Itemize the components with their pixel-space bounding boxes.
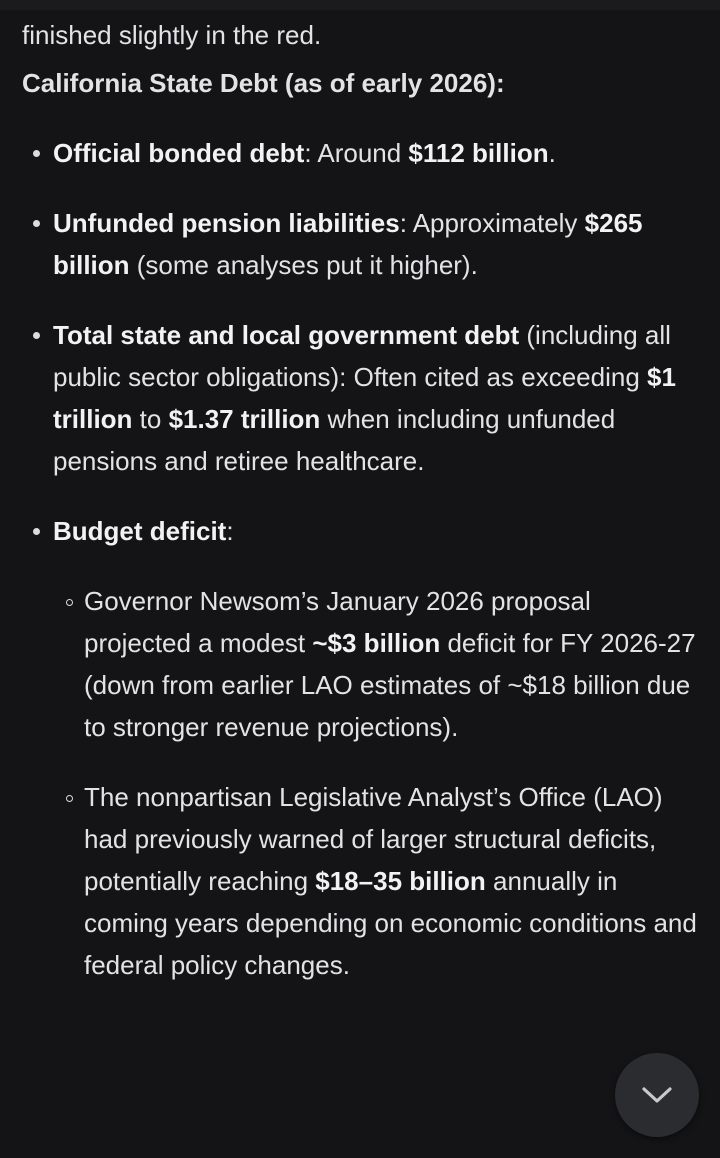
top-strip: [0, 0, 720, 10]
item-text: : Approximately: [399, 208, 585, 238]
item-text: (some analyses put it higher).: [129, 250, 478, 280]
sub-item-lao-warning: [53, 776, 698, 986]
list-item-pension-liabilities: [22, 202, 698, 286]
item-text: (including all public sector obligations): Often cited as exceeding: [53, 320, 671, 392]
sub-item-text: deficit for FY 2026-27 (down from earlier LAO estimates of ~$18 billion due to stronger revenue projections).: [84, 628, 696, 742]
item-text: .: [548, 138, 556, 168]
item-text: :: [226, 516, 234, 546]
section-heading: California State Debt (as of early 2026):: [22, 68, 505, 98]
debt-list: [22, 132, 698, 986]
sub-item-newsom-proposal: [53, 580, 698, 748]
item-value: $1 trillion: [53, 362, 676, 434]
list-item-total-debt: [22, 314, 698, 482]
bullet-icon: [33, 332, 40, 339]
item-title: Total state and local government debt: [53, 320, 520, 350]
sub-item-text: annually in coming years depending on economic conditions and federal policy changes.: [84, 866, 697, 980]
sub-item-value: ~$3 billion: [312, 628, 441, 658]
list-item-bonded-debt: [22, 132, 698, 174]
item-text: : Around: [304, 138, 409, 168]
bullet-icon: [33, 220, 40, 227]
sub-bullet-icon: [66, 795, 73, 802]
item-text: to: [132, 404, 169, 434]
item-title: Budget deficit: [53, 516, 227, 546]
item-title: Official bonded debt: [53, 138, 305, 168]
chevron-down-icon: [640, 1085, 674, 1105]
bullet-icon: [33, 528, 40, 535]
sub-item-text: The nonpartisan Legislative Analyst’s Office (LAO) had previously warned of larger structural deficits, potentially reaching: [84, 782, 663, 896]
item-value: $265 billion: [53, 208, 643, 280]
response-content: [22, 14, 698, 1014]
sub-bullet-icon: [66, 599, 73, 606]
deficit-sublist: [53, 580, 698, 986]
item-value: $112 billion: [408, 138, 549, 168]
item-value: $1.37 trillion: [168, 404, 321, 434]
sub-item-text: Governor Newsom’s January 2026 proposal projected a modest: [84, 586, 591, 658]
item-text: when including unfunded pensions and retiree healthcare.: [53, 404, 616, 476]
list-item-budget-deficit: [22, 510, 698, 986]
item-title: Unfunded pension liabilities: [53, 208, 400, 238]
intro-text: finished slightly in the red.: [22, 20, 322, 50]
bullet-icon: [33, 150, 40, 157]
sub-item-value: $18–35 billion: [315, 866, 486, 896]
scroll-to-bottom-button[interactable]: [615, 1053, 699, 1137]
